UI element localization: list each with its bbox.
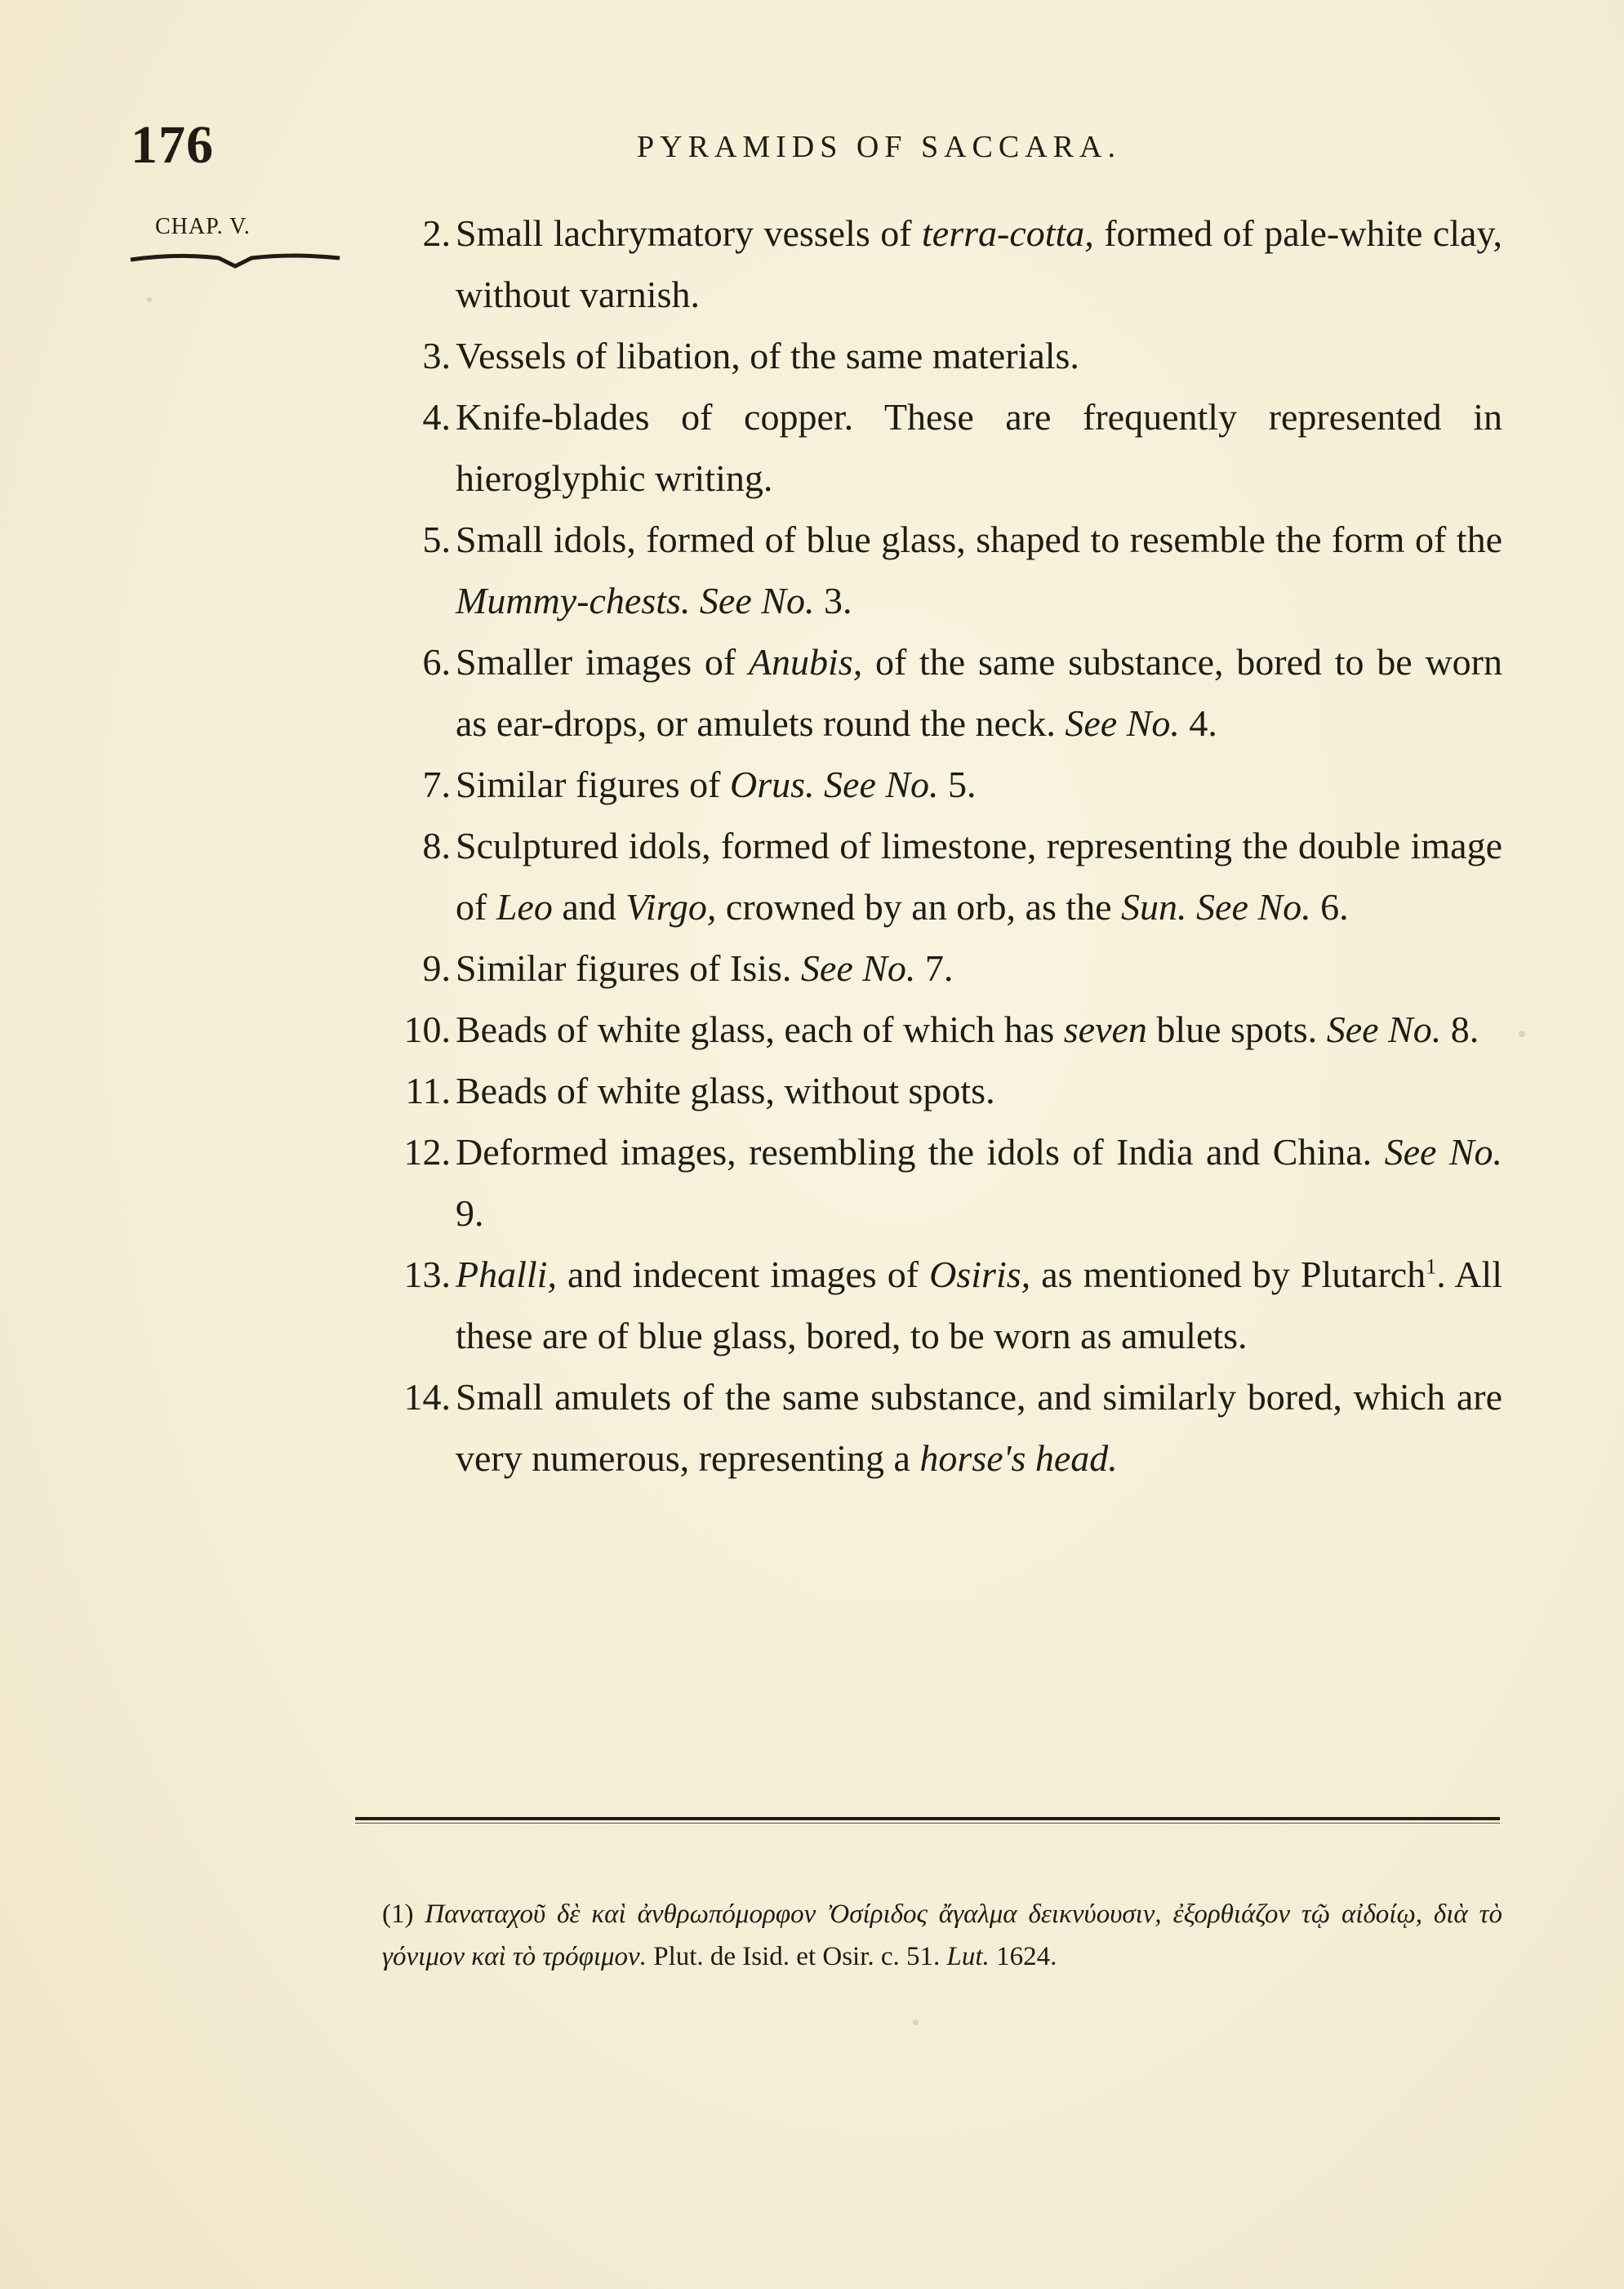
list-item — [382, 1244, 1502, 1366]
footnote-citation: Plut. de Isid. et Osir. c. 51. — [653, 1942, 941, 1971]
item-number: 10. — [403, 1009, 451, 1050]
footnote-reference: 1 — [1426, 1254, 1437, 1279]
item-number: 4. — [422, 396, 451, 438]
paper-speck — [147, 297, 152, 302]
item-text: Knife-blades of copper. These are frequently represented in hieroglyphic writing. — [456, 396, 1502, 499]
list-item — [382, 203, 1502, 325]
list-item — [382, 815, 1502, 937]
item-number: 8. — [422, 825, 451, 866]
item-number: 2. — [422, 212, 451, 254]
item-text: Similar figures of Orus. See No. 5. — [456, 764, 977, 805]
footnote-greek-quote: Παναταχοῦ δὲ καὶ ἀνθρωπόμορφον Ὀσίριδος ἄγαλμα δεικνύουσιν, ἐξορθιάζον τῷ αἰδοίῳ, διὰ τὸ γόνιμον καὶ τὸ τρόφιμον. — [382, 1899, 1502, 1971]
list-item — [382, 1366, 1502, 1489]
item-text: Sculptured idols, formed of limestone, representing the double image of Leo and Virgo, crowned by an orb, as the Sun. See No. 6. — [456, 825, 1502, 928]
chapter-ornament-rule — [129, 247, 341, 271]
footnote-divider — [355, 1817, 1500, 1820]
list-item — [382, 1060, 1502, 1121]
list-item — [382, 631, 1502, 754]
list-item — [382, 937, 1502, 999]
list-item — [382, 999, 1502, 1060]
list-item — [382, 509, 1502, 631]
item-number: 3. — [422, 335, 451, 376]
item-text: Small amulets of the same substance, and similarly bored, which are very numerous, representing a horse's head. — [456, 1376, 1502, 1479]
chapter-label: CHAP. V. — [155, 214, 251, 239]
footnote-divider-thin — [355, 1823, 1500, 1824]
footnote-marker: (1) — [382, 1899, 414, 1929]
footnote-edition: Lut. — [946, 1942, 990, 1971]
item-number: 13. — [403, 1254, 451, 1295]
footnote-year: 1624. — [996, 1942, 1057, 1971]
item-text: Small idols, formed of blue glass, shaped to resemble the form of the Mummy-chests. See No. 3. — [456, 519, 1502, 621]
list-item — [382, 1121, 1502, 1244]
item-number: 5. — [422, 519, 451, 560]
item-list — [382, 203, 1502, 1489]
footnote — [382, 1893, 1502, 1978]
paper-speck — [1519, 1031, 1525, 1037]
item-number: 11. — [405, 1070, 451, 1111]
list-item — [382, 754, 1502, 815]
item-text: Small lachrymatory vessels of terra-cotta, formed of pale-white clay, without varnish. — [456, 212, 1502, 315]
item-number: 9. — [422, 947, 451, 989]
item-number: 12. — [403, 1131, 451, 1173]
item-text: Similar figures of Isis. See No. 7. — [456, 947, 954, 989]
item-text: Phalli, and indecent images of Osiris, as mentioned by Plutarch$^1$. All these are of blue glass, bored, to be worn as amulets. — [456, 1254, 1502, 1356]
item-number: 7. — [422, 764, 451, 805]
item-text: Beads of white glass, each of which has seven blue spots. See No. 8. — [456, 1009, 1479, 1050]
item-text: Smaller images of Anubis, of the same substance, bored to be worn as ear-drops, or amulets round the neck. See No. 4. — [456, 641, 1502, 744]
item-text: Beads of white glass, without spots. — [456, 1070, 995, 1111]
item-number: 14. — [403, 1376, 451, 1418]
item-number: 6. — [422, 641, 451, 683]
item-text: Deformed images, resembling the idols of India and China. See No. 9. — [456, 1131, 1503, 1234]
page-number: 176 — [131, 115, 214, 175]
item-text: Vessels of libation, of the same materials. — [456, 335, 1079, 376]
list-item — [382, 386, 1502, 509]
list-item — [382, 325, 1502, 386]
running-title: PYRAMIDS OF SACCARA. — [637, 130, 1121, 164]
paper-speck — [913, 2020, 919, 2025]
